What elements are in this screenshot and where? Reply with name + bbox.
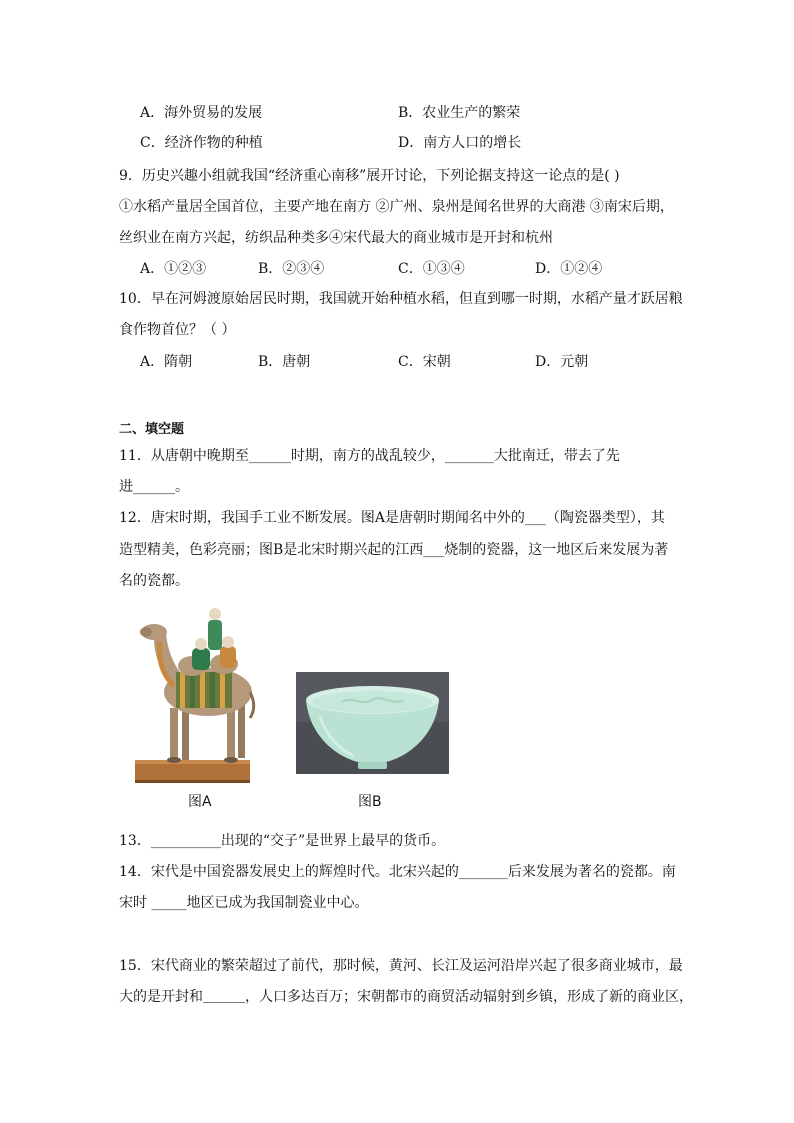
- q9-option-c: C．①③④: [398, 261, 465, 277]
- q10-option-a: A．隋朝: [140, 354, 193, 370]
- figure-a-sancai-camel-image: [132, 600, 264, 786]
- q9-stem: 9．历史兴趣小组就我国“经济重心南移”展开讨论，下列论据支持这一论点的是( ): [119, 168, 620, 184]
- q15-line1: 15．宋代商业的繁荣超过了前代，那时候，黄河、长江及运河沿岸兴起了很多商业城市，最: [119, 958, 683, 974]
- q12-line1: 12．唐宋时期，我国手工业不断发展。图A是唐朝时期闻名中外的___（陶瓷器类型），其: [119, 510, 665, 526]
- q15-line2: 大的是开封和＿＿＿，人口多达百万；宋朝都市的商贸活动辐射到乡镇，形成了新的商业区，: [119, 989, 693, 1005]
- q9-statements-line2: 丝织业在南方兴起，纺织品种类多④宋代最大的商业城市是开封和杭州: [119, 230, 553, 246]
- q12-line3: 名的瓷都。: [119, 573, 189, 589]
- q8-option-d: D．南方人口的增长: [398, 135, 522, 151]
- figure-b-caption: 图B: [358, 794, 382, 810]
- q8-option-a: A．海外贸易的发展: [140, 105, 263, 121]
- q10-option-d: D．元朝: [535, 354, 589, 370]
- q14-line2: 宋时 _____地区已成为我国制瓷业中心。: [119, 895, 369, 911]
- q10-option-c: C．宋朝: [398, 354, 451, 370]
- q13-line1: 13．__________出现的“交子”是世界上最早的货币。: [119, 833, 446, 849]
- figure-b-celadon-bowl-image: [296, 672, 449, 774]
- section-title-fill-in: 二、填空题: [119, 422, 185, 437]
- q8-option-c: C．经济作物的种植: [140, 135, 263, 151]
- q12-line2: 造型精美，色彩亮丽；图B是北宋时期兴起的江西___烧制的瓷器，这一地区后来发展为著: [119, 542, 669, 558]
- q8-option-b: B．农业生产的繁荣: [398, 105, 521, 121]
- q10-stem-line1: 10．早在河姆渡原始居民时期，我国就开始种植水稻，但直到哪一时期，水稻产量才跃居粮: [119, 291, 683, 307]
- q9-statements-line1: ①水稻产量居全国首位，主要产地在南方 ②广州、泉州是闻名世界的大商港 ③南宋后期，: [119, 199, 674, 215]
- q10-option-b: B．唐朝: [258, 354, 311, 370]
- q11-line1: 11．从唐朝中晚期至______时期，南方的战乱较少，_______大批南迁，带去了先: [119, 448, 620, 464]
- q14-line1: 14．宋代是中国瓷器发展史上的辉煌时代。北宋兴起的_______后来发展为著名的瓷都。南: [119, 864, 676, 880]
- figure-a-caption: 图A: [188, 794, 212, 810]
- q9-option-a: A．①②③: [140, 261, 207, 277]
- q9-option-b: B．②③④: [258, 261, 325, 277]
- q10-stem-line2: 食作物首位？（ ）: [119, 322, 236, 338]
- q11-line2: 进______。: [119, 479, 189, 495]
- q9-option-d: D．①②④: [535, 261, 603, 277]
